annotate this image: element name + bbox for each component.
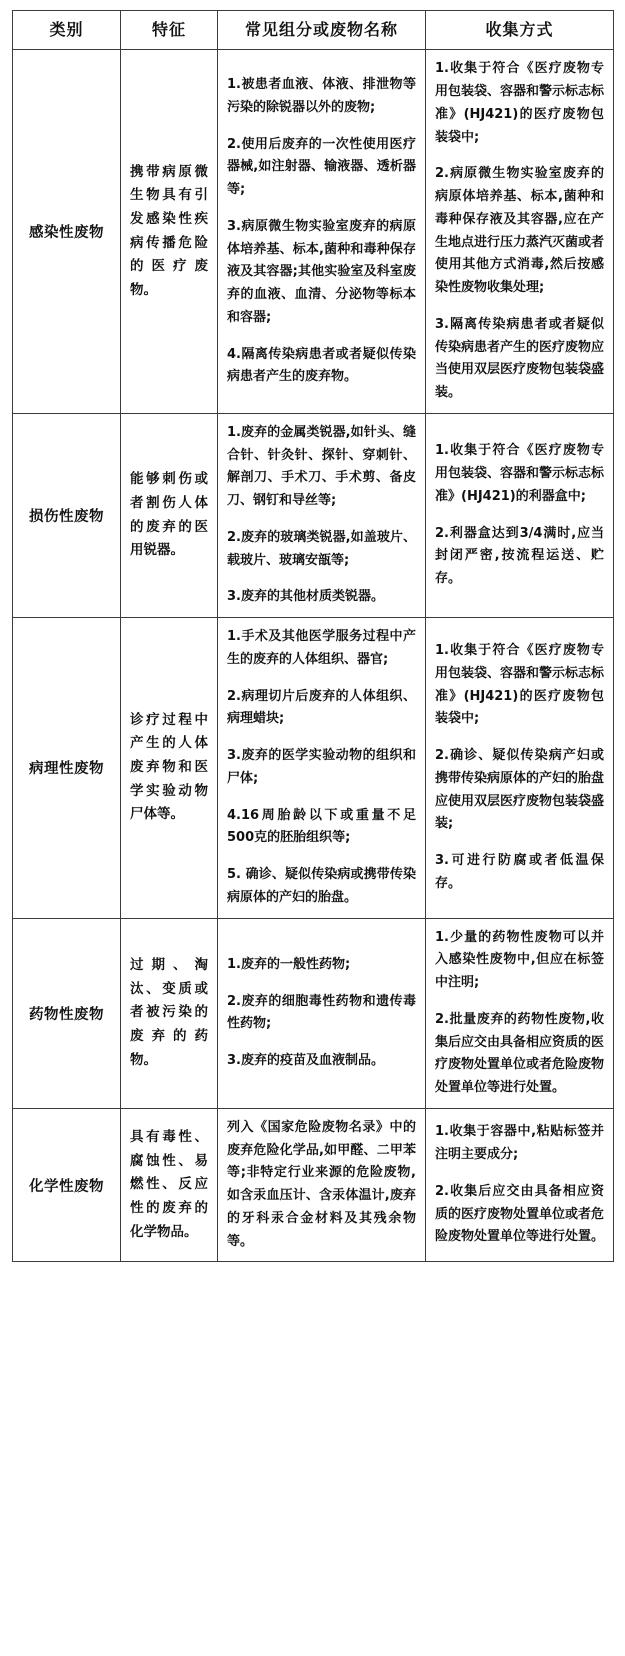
table-header-row: [13, 11, 614, 50]
cell-category: 损伤性废物: [13, 413, 121, 617]
list-item: 2.确诊、疑似传染病产妇或携带传染病原体的产妇的胎盘应使用双层医疗废物包装袋盛装;: [435, 748, 605, 832]
list-item: 4.16周胎龄以下或重量不足500克的胚胎组织等;: [227, 807, 416, 846]
cell-category: 感染性废物: [13, 50, 121, 414]
table-row: [13, 50, 614, 414]
list-item: 1.少量的药物性废物可以并入感染性废物中,但应在标签中注明;: [435, 929, 604, 991]
table-body: [13, 50, 614, 1262]
table-row: [13, 413, 614, 617]
cell-category: 化学性废物: [13, 1108, 121, 1262]
list-item: 2.病理切片后废弃的人体组织、病理蜡块;: [227, 688, 416, 727]
cell-category: 病理性废物: [13, 618, 121, 919]
list-item: 1.被患者血液、体液、排泄物等污染的除锐器以外的废物;: [227, 77, 416, 115]
list-item: 2.废弃的细胞毒性药物和遗传毒性药物;: [227, 993, 416, 1032]
cell-components: [218, 413, 426, 617]
cell-components: [218, 618, 426, 919]
list-item: 4.隔离传染病患者或者疑似传染病患者产生的废弃物。: [227, 346, 416, 385]
cell-collection: [426, 1108, 614, 1262]
cell-collection: [426, 413, 614, 617]
column-header-feature: 特征: [121, 11, 218, 50]
column-header-collection: 收集方式: [426, 11, 614, 50]
list-item: 2.批量废弃的药物性废物,收集后应交由具备相应资质的医疗废物处置单位或者危险废物处置单位等进行处置。: [435, 1011, 605, 1096]
column-header-category: 类别: [13, 11, 121, 50]
cell-collection: [426, 618, 614, 919]
list-item: 2.废弃的玻璃类锐器,如盖玻片、载玻片、玻璃安瓿等;: [227, 529, 416, 568]
table-row: [13, 618, 614, 919]
list-item: 3.病原微生物实验室废弃的病原体培养基、标本,菌种和毒种保存液及其容器;其他实验室及科室废弃的血液、血清、分泌物等标本和容器;: [227, 218, 416, 325]
table-row: [13, 918, 614, 1108]
column-header-components: 常见组分或废物名称: [218, 11, 426, 50]
cell-category: 药物性废物: [13, 918, 121, 1108]
cell-components: [218, 918, 426, 1108]
list-item: 1.废弃的一般性药物;: [227, 956, 351, 972]
cell-components: [218, 50, 426, 414]
table-header: [13, 11, 614, 50]
list-item: 3.隔离传染病患者或者疑似传染病患者产生的医疗废物应当使用双层医疗废物包装袋盛装。: [435, 316, 605, 401]
list-item: 3.可进行防腐或者低温保存。: [435, 853, 604, 891]
cell-feature: 携带病原微生物具有引发感染性疾病传播危险的医疗废物。: [121, 50, 218, 414]
list-item: 列入《国家危险废物名录》中的废弃危险化学品,如甲醛、二甲苯等;非特定行业来源的危险废物,如含汞血压计、含汞体温计,废弃的牙科汞合金材料及其残余物等。: [227, 1119, 416, 1249]
list-item: 2.病原微生物实验室废弃的病原体培养基、标本,菌种和毒种保存液及其容器,应在产生地点进行压力蒸汽灭菌或者使用其他方式消毒,然后按感染性废物收集处理;: [435, 166, 605, 296]
list-item: 2.收集后应交由具备相应资质的医疗废物处置单位或者危险废物处置单位等进行处置。: [435, 1183, 605, 1245]
medical-waste-classification-table: [12, 10, 614, 1262]
list-item: 3.废弃的疫苗及血液制品。: [227, 1053, 384, 1069]
list-item: 2.利器盒达到3/4满时,应当封闭严密,按流程运送、贮存。: [435, 525, 604, 587]
cell-feature: 过期、淘汰、变质或者被污染的废弃的药物。: [121, 918, 218, 1108]
list-item: 1.废弃的金属类锐器,如针头、缝合针、针灸针、探针、穿刺针、解剖刀、手术刀、手术剪、备皮刀、钢钉和导丝等;: [227, 424, 416, 509]
cell-collection: [426, 50, 614, 414]
cell-feature: 诊疗过程中产生的人体废弃物和医学实验动物尸体等。: [121, 618, 218, 919]
list-item: 1.收集于符合《医疗废物专用包装袋、容器和警示标志标准》(HJ421)的医疗废物包装袋中;: [435, 643, 605, 727]
cell-feature: 能够刺伤或者割伤人体的废弃的医用锐器。: [121, 413, 218, 617]
cell-components: [218, 1108, 426, 1262]
list-item: 1.手术及其他医学服务过程中产生的废弃的人体组织、器官;: [227, 629, 416, 667]
list-item: 3.废弃的医学实验动物的组织和尸体;: [227, 748, 416, 786]
list-item: 1.收集于符合《医疗废物专用包装袋、容器和警示标志标准》(HJ421)的医疗废物包装袋中;: [435, 61, 605, 145]
list-item: 2.使用后废弃的一次性使用医疗器械,如注射器、输液器、透析器等;: [227, 136, 416, 198]
table-row: [13, 1108, 614, 1262]
list-item: 1.收集于容器中,粘贴标签并注明主要成分;: [435, 1124, 604, 1163]
list-item: 3.废弃的其他材质类锐器。: [227, 589, 384, 605]
cell-feature: 具有毒性、腐蚀性、易燃性、反应性的废弃的化学物品。: [121, 1108, 218, 1262]
list-item: 1.收集于符合《医疗废物专用包装袋、容器和警示标志标准》(HJ421)的利器盒中;: [435, 443, 605, 504]
cell-collection: [426, 918, 614, 1108]
list-item: 5. 确诊、疑似传染病或携带传染病原体的产妇的胎盘。: [227, 867, 416, 905]
